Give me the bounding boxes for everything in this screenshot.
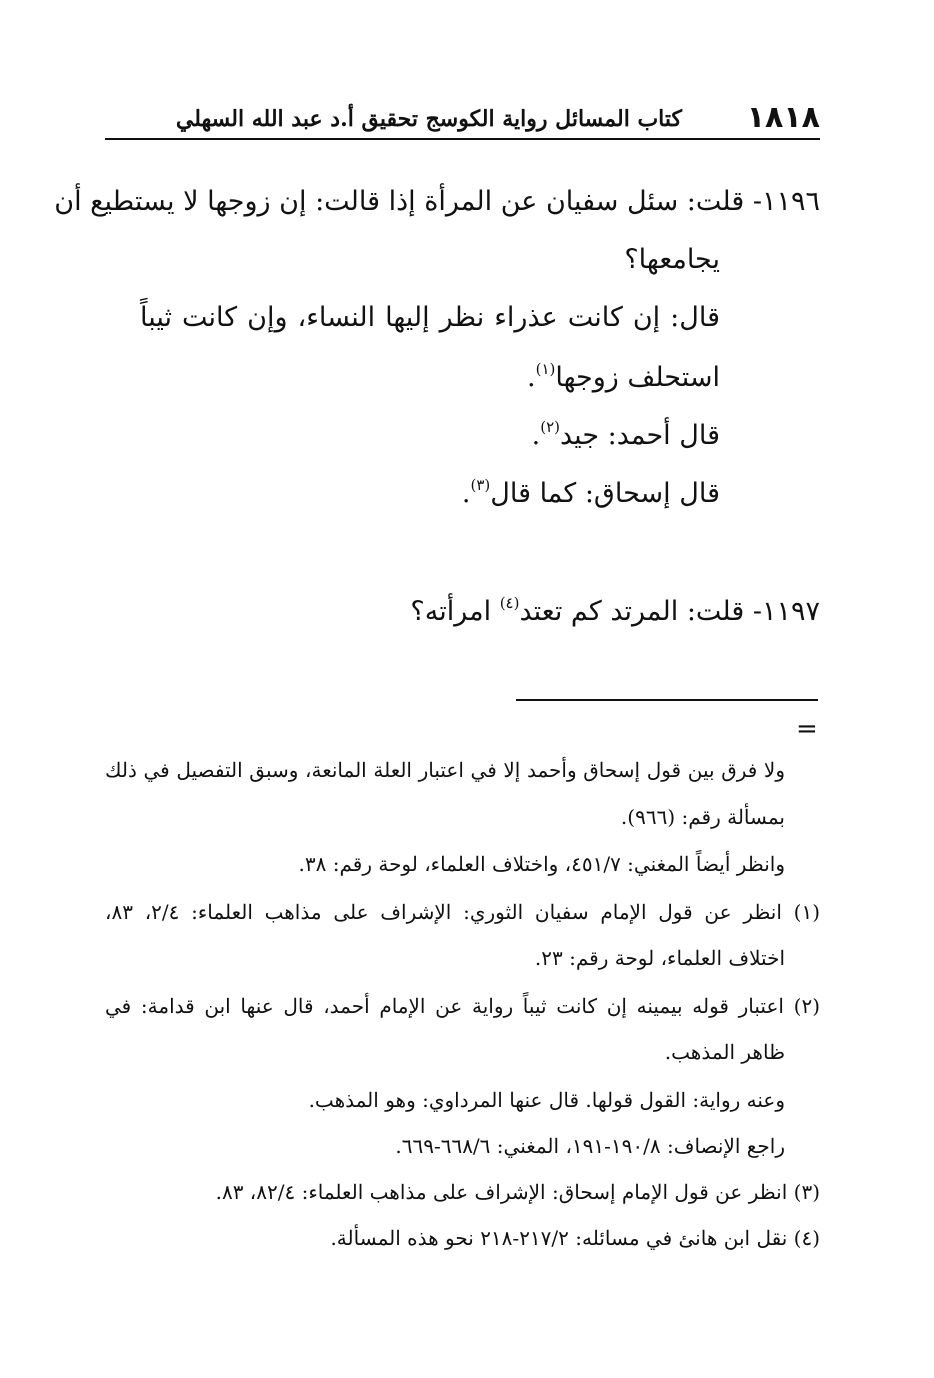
footnote-2-line-2: ظاهر المذهب.: [664, 1040, 785, 1064]
footnote-2-line-3: وعنه رواية: القول قولها. قال عنها المرداوي: وهو المذهب.: [308, 1088, 785, 1112]
footnote-separator: [516, 699, 818, 701]
question-1197-text-end: امرأته؟: [410, 596, 492, 627]
answer-text: استحلف زوجها: [555, 362, 720, 393]
ahmad-opinion: [532, 418, 720, 451]
footnote-2-line-4: راجع الإنصاف: ١٩٠/٨-١٩١، المغني: ٦٦٨/٦-٦٦٩.: [395, 1134, 785, 1158]
answer-1196-line-1: قال: إن كانت عذراء نظر إليها النساء، وإن كانت ثيباً: [140, 302, 720, 333]
footnote-4-line-1: (٤) نقل ابن هانئ في مسائله: ٢١٧/٢-٢١٨ نحو هذه المسألة.: [330, 1226, 820, 1250]
period: .: [531, 420, 541, 451]
footnote-1-line-2: اختلاف العلماء، لوحة رقم: ٢٣.: [534, 946, 785, 970]
footnote-ref-2: (٢): [540, 418, 560, 436]
footnote-ref-4: (٤): [499, 594, 520, 612]
footnote-continuation-mark: =: [796, 714, 818, 744]
footnote-1-line-1: (١) انظر عن قول الإمام سفيان الثوري: الإشراف على مذاهب العلماء: ٢/٤، ٨٣،: [105, 900, 821, 924]
footnote-2-line-1: (٢) اعتبار قوله بيمينه إن كانت ثيباً رواية عن الإمام أحمد، قال عنها ابن قدامة: في: [105, 994, 820, 1018]
question-1196-line-1: ١١٩٦- قلت: سئل سفيان عن المرأة إذا قالت: إن زوجها لا يستطيع أن: [54, 186, 820, 217]
question-1197-text: ١١٩٧- قلت: المرتد كم تعتد: [519, 596, 820, 627]
footnote-cont-line-2: بمسألة رقم: (٩٦٦).: [620, 805, 785, 829]
ishaq-opinion: [462, 476, 720, 509]
question-1196-line-2: يجامعها؟: [624, 244, 720, 275]
answer-1196-line-2: [527, 360, 720, 393]
page-header: [105, 98, 820, 140]
footnote-cont-line-1: ولا فرق بين قول إسحاق وأحمد إلا في اعتبار العلة المانعة، وسبق التفصيل في ذلك: [105, 758, 785, 782]
question-1197: [410, 594, 820, 627]
footnote-ref-1: (١): [535, 360, 556, 378]
page-number: ١٨١٨: [746, 100, 820, 135]
running-title: كتاب المسائل رواية الكوسج تحقيق أ.د عبد الله السهلي: [175, 106, 682, 132]
footnote-3-line-1: (٣) انظر عن قول الإمام إسحاق: الإشراف على مذاهب العلماء: ٨٢/٤، ٨٣.: [215, 1180, 820, 1204]
period: .: [527, 362, 536, 393]
footnote-cont-line-3: وانظر أيضاً المغني: ٤٥١/٧، واختلاف العلماء، لوحة رقم: ٣٨.: [298, 852, 785, 876]
ishaq-text: قال إسحاق: كما قال: [490, 478, 720, 509]
footnote-ref-3: (٣): [470, 476, 491, 494]
period: .: [461, 478, 471, 509]
ahmad-text: قال أحمد: جيد: [560, 420, 720, 451]
